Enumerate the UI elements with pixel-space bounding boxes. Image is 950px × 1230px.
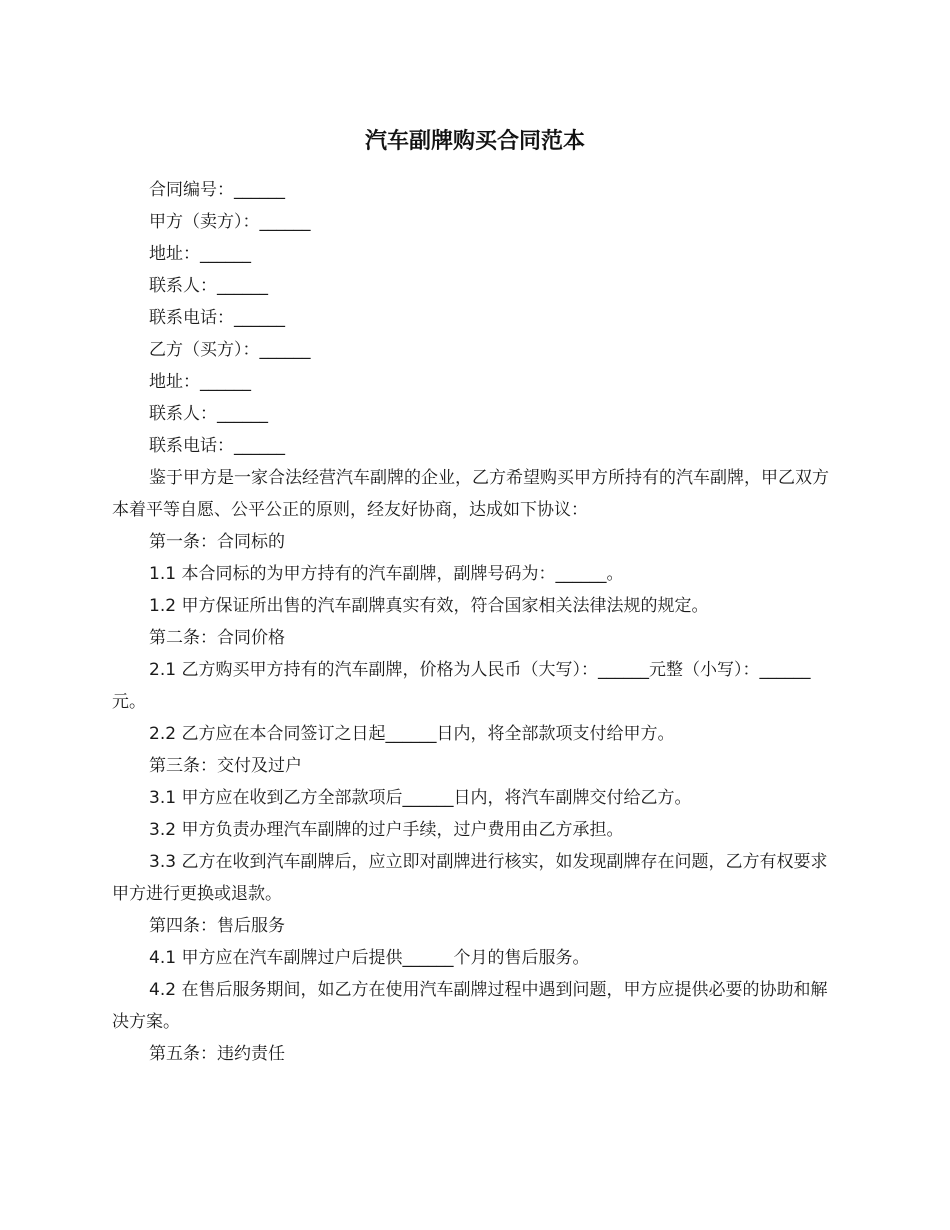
field-party-a-phone: 联系电话：______ xyxy=(149,308,285,328)
clause-1-1: 1.1 本合同标的为甲方持有的汽车副牌，副牌号码为：______。 xyxy=(149,564,624,584)
clause-2-1: 2.1 乙方购买甲方持有的汽车副牌，价格为人民币（大写）：______元整（小写）：______元。 xyxy=(112,660,811,712)
document-title: 汽车副牌购买合同范本 xyxy=(364,129,585,154)
clause-2-2: 2.2 乙方应在本合同签订之日起______日内，将全部款项支付给甲方。 xyxy=(149,724,675,744)
section-heading-5: 第五条：违约责任 xyxy=(149,1044,285,1064)
preamble-paragraph: 鉴于甲方是一家合法经营汽车副牌的企业，乙方希望购买甲方所持有的汽车副牌，甲乙双方本着平等自愿、公平公正的原则，经友好协商，达成如下协议： xyxy=(112,468,829,520)
document-body xyxy=(112,174,840,1070)
section-heading-2: 第二条：合同价格 xyxy=(149,628,285,648)
clause-3-2: 3.2 甲方负责办理汽车副牌的过户手续，过户费用由乙方承担。 xyxy=(149,820,624,840)
field-party-b-address: 地址：______ xyxy=(149,372,251,392)
field-contract-number: 合同编号：______ xyxy=(149,180,285,200)
field-party-a-contact: 联系人：______ xyxy=(149,276,268,296)
field-party-b-contact: 联系人：______ xyxy=(149,404,268,424)
section-heading-3: 第三条：交付及过户 xyxy=(149,756,302,776)
clause-3-3: 3.3 乙方在收到汽车副牌后，应立即对副牌进行核实，如发现副牌存在问题，乙方有权要求甲方进行更换或退款。 xyxy=(112,852,828,904)
field-party-b: 乙方（买方）：______ xyxy=(149,340,311,360)
section-heading-4: 第四条：售后服务 xyxy=(149,916,285,936)
clause-4-1: 4.1 甲方应在汽车副牌过户后提供______个月的售后服务。 xyxy=(149,948,590,968)
section-heading-1: 第一条：合同标的 xyxy=(149,532,285,552)
field-party-b-phone: 联系电话：______ xyxy=(149,436,285,456)
clause-4-2: 4.2 在售后服务期间，如乙方在使用汽车副牌过程中遇到问题，甲方应提供必要的协助和解决方案。 xyxy=(112,980,828,1032)
clause-1-2: 1.2 甲方保证所出售的汽车副牌真实有效，符合国家相关法律法规的规定。 xyxy=(149,596,709,616)
field-party-a-address: 地址：______ xyxy=(149,244,251,264)
field-party-a: 甲方（卖方）：______ xyxy=(149,212,311,232)
clause-3-1: 3.1 甲方应在收到乙方全部款项后______日内，将汽车副牌交付给乙方。 xyxy=(149,788,692,808)
